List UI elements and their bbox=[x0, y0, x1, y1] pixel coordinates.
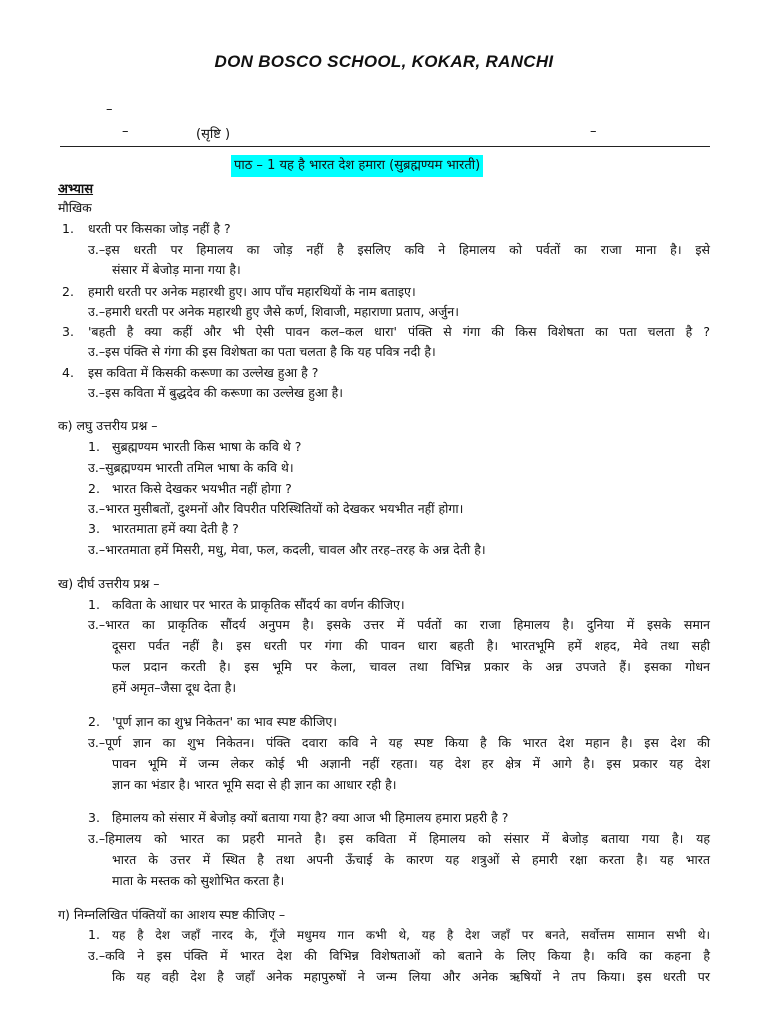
answer-text: उ.–कवि ने इस पंक्ति में भारत देश की विभिन्न विशेषताओं को बताने के लिए किया है। कवि का कहना है bbox=[88, 948, 710, 963]
answer-text: उ.–इस पंक्ति से गंगा की इस विशेषता का पता चलता है कि यह पवित्र नदी है। bbox=[88, 344, 436, 359]
question-text: 'पूर्ण ज्ञान का शुभ्र निकेतन' का भाव स्पष्ट कीजिए। bbox=[112, 714, 338, 729]
question-text: 'बहती है क्या कहीं और भी ऐसी पावन कल–कल धारा' पंक्ति से गंगा की किस विशेषता का पता चलता है ? bbox=[88, 324, 710, 339]
answer-text: माता के मस्तक को सुशोभित करता है। bbox=[112, 873, 285, 888]
answer-text: उ.–भारतमाता हमें मिसरी, मधु, मेवा, फल, कदली, चावल और तरह–तरह के अन्न देती है। bbox=[88, 542, 486, 557]
section-heading: ग) निम्नलिखित पंक्तियों का आशय स्पष्ट कीजिए – bbox=[58, 907, 286, 922]
answer-text: फल प्रदान करती है। इस भूमि पर केला, चावल तथा विभिन्न प्रकार के अन्न उपजते हैं। इसका गोधन bbox=[112, 659, 710, 674]
question-text: हमारी धरती पर अनेक महारथी हुए। आप पाँच महारथियों के नाम बताइए। bbox=[88, 284, 416, 299]
answer-text: संसार में बेजोड़ माना गया है। bbox=[112, 262, 241, 277]
question-number: 2. bbox=[88, 714, 100, 729]
answer-text: हमें अमृत–जैसा दूध देता है। bbox=[112, 680, 237, 695]
answer-text: उ.–भारत मुसीबतों, दुश्मनों और विपरीत परिस्थितियों को देखकर भयभीत नहीं होगा। bbox=[88, 501, 464, 516]
answer-text: उ.–हमारी धरती पर अनेक महारथी हुए जैसे कर्ण, शिवाजी, महाराणा प्रताप, अर्जुन। bbox=[88, 304, 459, 319]
question-number: 4. bbox=[62, 365, 74, 380]
question-number: 1. bbox=[88, 597, 100, 612]
answer-text: पावन भूमि में जन्म लेकर कोई भी अज्ञानी नहीं रहता। यह देश हर क्षेत्र में आगे है। इस प्रकार यह देश bbox=[112, 756, 710, 771]
question-text: कविता के आधार पर भारत के प्राकृतिक सौंदर्य का वर्णन कीजिए। bbox=[112, 597, 405, 612]
answer-text: उ.–सुब्रह्मण्यम भारती तमिल भाषा के कवि थे। bbox=[88, 460, 294, 475]
answer-text: कि यह वही देश है जहाँ अनेक महापुरुषों ने जन्म लिया और अनेक ऋषियों ने तप किया। इस धरती पर bbox=[112, 969, 710, 984]
question-number: 3. bbox=[62, 324, 74, 339]
question-text: भारत किसे देखकर भयभीत नहीं होगा ? bbox=[112, 481, 292, 496]
srishti-label: (सृष्टि ) bbox=[196, 127, 231, 142]
header-rule bbox=[60, 146, 710, 147]
answer-text: ज्ञान का भंडार है। भारत भूमि सदा से ही ज्ञान का आधार रही है। bbox=[112, 777, 397, 792]
answer-text: उ.–भारत का प्राकृतिक सौंदर्य अनुपम है। इसके उत्तर में पर्वतों का राजा हिमालय है। दुनिया में इसके समान bbox=[88, 617, 710, 632]
answer-text: उ.–पूर्ण ज्ञान का शुभ निकेतन। पंक्ति दवारा कवि ने यह स्पष्ट किया है कि भारत देश महान है। इस देश की bbox=[88, 735, 710, 750]
question-text: भारतमाता हमें क्या देती है ? bbox=[112, 521, 239, 536]
question-text: सुब्रह्मण्यम भारती किस भाषा के कवि थे ? bbox=[112, 439, 302, 454]
section-heading: ख) दीर्घ उत्तरीय प्रश्न – bbox=[58, 576, 160, 591]
maukhik-heading: मौखिक bbox=[58, 200, 92, 215]
question-number: 3. bbox=[88, 521, 100, 536]
question-number: 2. bbox=[62, 284, 74, 299]
question-number: 1. bbox=[62, 221, 74, 236]
blank-dash: – bbox=[122, 124, 129, 139]
section-heading: क) लघु उत्तरीय प्रश्न – bbox=[58, 418, 158, 433]
answer-text: भारत के उत्तर में स्थित है तथा अपनी ऊँचाई के कारण यह शत्रुओं से हमारी रक्षा करता है। यह भारत bbox=[112, 852, 710, 867]
question-number: 3. bbox=[88, 810, 100, 825]
question-text: हिमालय को संसार में बेजोड़ क्यों बताया गया है? क्या आज भी हिमालय हमारा प्रहरी है ? bbox=[112, 810, 509, 825]
abhyas-heading: अभ्यास bbox=[58, 182, 94, 197]
blank-dash: – bbox=[106, 102, 113, 117]
question-text: धरती पर किसका जोड़ नहीं है ? bbox=[88, 221, 231, 236]
answer-text: उ.–हिमालय को भारत का प्रहरी मानते है। इस कविता में हिमालय को संसार में बेजोड़ बताया गया है। यह bbox=[88, 831, 710, 846]
question-text: इस कविता में किसकी करूणा का उल्लेख हुआ है ? bbox=[88, 365, 319, 380]
lesson-title: पाठ – 1 यह है भारत देश हमारा (सुब्रह्मण्यम भारती) bbox=[231, 155, 483, 177]
question-text: यह है देश जहाँ नारद के, गूँजे मधुमय गान कभी थे, यह है देश जहाँ पर बनते, सर्वोत्तम सामान सभी थे। bbox=[112, 928, 710, 942]
answer-text: दूसरा पर्वत नहीं है। इस धरती पर गंगा की पावन धारा बहती है। भारतभूमि हमें शहद, मेवे तथा सही bbox=[112, 638, 710, 653]
answer-text: उ.–इस धरती पर हिमालय का जोड़ नहीं है इसलिए कवि ने हिमालय को पर्वतों का राजा माना है। इसे bbox=[88, 242, 710, 257]
school-title: DON BOSCO SCHOOL, KOKAR, RANCHI bbox=[214, 52, 554, 71]
question-number: 1. bbox=[88, 439, 100, 454]
question-number: 1. bbox=[88, 927, 100, 942]
blank-dash: – bbox=[590, 124, 597, 139]
answer-text: उ.–इस कविता में बुद्धदेव की करूणा का उल्लेख हुआ है। bbox=[88, 385, 343, 400]
question-number: 2. bbox=[88, 481, 100, 496]
